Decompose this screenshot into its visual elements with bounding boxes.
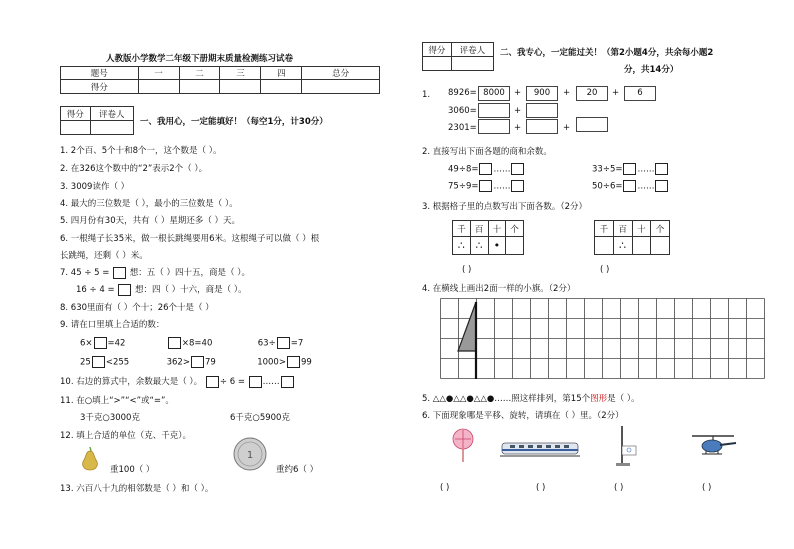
answer-box[interactable]: [249, 376, 262, 388]
abacus-b-answer[interactable]: ( ): [600, 265, 610, 275]
plus-sign: +: [514, 123, 522, 133]
score-cell[interactable]: [179, 80, 220, 94]
s2-q1-label: 1.: [422, 90, 431, 100]
q9-text: 25: [80, 357, 91, 368]
question-8: 8. 630里面有（ ）个十；26个十是（ ）: [60, 303, 214, 313]
answer-box[interactable]: [479, 180, 492, 192]
q6-answer[interactable]: ( ): [614, 483, 624, 493]
question-7b: [76, 283, 247, 296]
q2-item: [592, 180, 669, 192]
q9-text: 362>: [166, 357, 190, 368]
section1-title: 一、我用心，一定能填好！（每空1分，计30分）: [140, 117, 328, 127]
q9-text: 6×: [80, 338, 93, 349]
abacus-header: 十: [488, 221, 506, 237]
q6-answer[interactable]: ( ): [536, 483, 546, 493]
question-6: 6. 一根绳子长35米，做一根长跳绳要用6米。这根绳子可以做（ ）根: [60, 234, 320, 244]
flag-grid[interactable]: [440, 298, 776, 380]
q9-text: ×8=40: [181, 338, 213, 349]
q9-text: 1000>: [257, 357, 286, 368]
question-11: 11. 在○填上“>”“<”或“=”。: [60, 396, 174, 406]
q5-text: 是（ ）。: [607, 394, 640, 404]
q12-item-a: 重100（ ）: [110, 465, 155, 475]
grader-label: 评卷人: [451, 43, 493, 57]
abacus-dots: ∴: [453, 237, 471, 255]
q2-dots: ……: [637, 181, 655, 192]
s2-question-6: 6. 下面现象哪是平移、旋转，请填在（ ）里。（2分）: [422, 411, 624, 421]
abacus-header: 百: [613, 221, 632, 237]
pinwheel-image: [450, 427, 476, 463]
page-title: 人教版小学数学二年级下册期末质量检测练习试卷: [106, 54, 294, 64]
q2-dots: ……: [493, 164, 511, 175]
q2-expr: 33÷5=: [592, 164, 623, 175]
q10-text: 10. 右边的算式中，余数最大是（ ）。: [60, 377, 203, 387]
q10-expr: ÷ 6 =: [219, 377, 245, 387]
answer-box[interactable]: [479, 163, 492, 175]
abacus-header: 千: [595, 221, 614, 237]
plus-sign: +: [514, 88, 522, 98]
svg-text:1: 1: [246, 450, 254, 461]
score-header: 四: [261, 67, 302, 80]
answer-box[interactable]: [94, 337, 107, 349]
plus-sign: +: [563, 123, 571, 133]
score-header: 总分: [302, 67, 380, 80]
q9-text: 79: [204, 357, 216, 368]
q9-text: 63÷: [257, 338, 276, 349]
expanded-input[interactable]: [526, 103, 558, 118]
section2-title: 二、我专心，一定能过关！（第2小题4分，共余每小题2: [500, 48, 714, 58]
question-3: 3. 3009读作（ ）: [60, 182, 130, 192]
answer-box[interactable]: [281, 376, 294, 388]
q12-item-b: 重约6（ ）: [276, 465, 319, 475]
flag-shape: [458, 302, 476, 351]
q5-highlight: 图形: [590, 394, 608, 404]
abacus-header: 百: [470, 221, 488, 237]
plus-sign: +: [563, 88, 571, 98]
expanded-input[interactable]: 8000: [478, 86, 510, 101]
abacus-header: 千: [453, 221, 471, 237]
answer-box[interactable]: [655, 163, 668, 175]
q7a-expr: 7. 45 ÷ 5 =: [60, 268, 110, 278]
abacus-header: 十: [632, 221, 651, 237]
grader-name-cell[interactable]: [90, 121, 133, 135]
q2-item: [448, 180, 525, 192]
question-4: 4. 最大的三位数是（ ），最小的三位数是（ ）。: [60, 199, 238, 209]
q11-item-b: 6千克○5900克: [230, 413, 290, 423]
q9-text: <255: [105, 357, 130, 368]
helicopter-image: [690, 432, 740, 462]
expanded-input[interactable]: [526, 119, 558, 134]
score-cell[interactable]: [138, 80, 179, 94]
answer-box[interactable]: [92, 356, 105, 368]
question-7a: [60, 266, 250, 279]
q5-text: 5. △△●△△●△△●……照这样排列，第15个: [422, 394, 591, 404]
answer-box[interactable]: [511, 180, 524, 192]
q9-row-1: [80, 337, 303, 349]
abacus-dots: [651, 237, 670, 255]
q2-dots: ……: [637, 164, 655, 175]
q9-text: =7: [290, 338, 304, 349]
expanded-input[interactable]: 6: [624, 86, 656, 101]
score-cell[interactable]: [261, 80, 302, 94]
pear-image: [78, 445, 102, 474]
expanded-input[interactable]: [576, 117, 608, 132]
abacus-dots: [506, 237, 524, 255]
q6-answer[interactable]: ( ): [440, 483, 450, 493]
question-10: [60, 375, 295, 388]
s2-q1-row2-lhs: 3060=: [448, 106, 477, 116]
abacus-grid-a: [452, 220, 524, 255]
s2-question-2: 2. 直接写出下面各题的商和余数。: [422, 147, 552, 157]
score-table: [60, 66, 380, 94]
abacus-grid-b: [594, 220, 670, 255]
answer-box[interactable]: [113, 267, 126, 279]
grader-box-1: [60, 106, 134, 135]
score-header: 二: [179, 67, 220, 80]
q9-text: =42: [107, 338, 126, 349]
score-cell[interactable]: [220, 80, 261, 94]
abacus-dots: [595, 237, 614, 255]
abacus-dots: ∴: [470, 237, 488, 255]
score-row-label: 得分: [61, 80, 139, 94]
abacus-dots: •: [488, 237, 506, 255]
abacus-header: 个: [651, 221, 670, 237]
question-9: 9. 请在口里填上合适的数：: [60, 320, 165, 330]
answer-box[interactable]: [168, 337, 181, 349]
s2-question-3: 3. 根据格子里的点数写出下面各数。（2分）: [422, 202, 587, 212]
q2-expr: 75÷9=: [448, 181, 479, 192]
q9-text: 99: [300, 357, 312, 368]
answer-box[interactable]: [277, 337, 290, 349]
s2-q1-row1-lhs: 8926=: [448, 88, 477, 98]
expanded-input[interactable]: [478, 103, 510, 118]
q7a-hint: 想：五（ ）四十五，商是（ ）。: [129, 268, 250, 278]
grader-score-cell[interactable]: [61, 121, 91, 135]
score-header: 一: [138, 67, 179, 80]
abacus-a-answer[interactable]: ( ): [462, 265, 472, 275]
abacus-dots: ∴: [613, 237, 632, 255]
plus-sign: +: [612, 88, 620, 98]
answer-box[interactable]: [511, 163, 524, 175]
score-cell[interactable]: [302, 80, 380, 94]
q2-expr: 49÷8=: [448, 164, 479, 175]
flagpole-image: [612, 424, 642, 466]
answer-box[interactable]: [118, 284, 131, 296]
abacus-dots: [632, 237, 651, 255]
plus-sign: +: [514, 106, 522, 116]
q7b-expr: 16 ÷ 4 =: [76, 285, 115, 295]
q2-item: [592, 163, 669, 175]
q11-item-a: 3千克○3000克: [80, 413, 140, 423]
score-header: 题号: [61, 67, 139, 80]
s2-question-5: [422, 392, 640, 404]
q7b-hint: 想：四（ ）十六，商是（ ）。: [134, 285, 247, 295]
grader-label: 评卷人: [90, 107, 133, 121]
q6-answer[interactable]: ( ): [702, 483, 712, 493]
grader-name-cell[interactable]: [451, 57, 493, 71]
question-12: 12. 填上合适的单位（克、千克）。: [60, 431, 191, 441]
s2-question-4: 4. 在横线上画出2面一样的小旗。（2分）: [422, 284, 576, 294]
question-5: 5. 四月份有30天，共有（ ）星期还多（ ）天。: [60, 216, 241, 226]
grader-score-cell[interactable]: [423, 57, 452, 71]
q2-dots: ……: [493, 181, 511, 192]
q9-row-2: [80, 356, 312, 368]
answer-box[interactable]: [655, 180, 668, 192]
answer-box[interactable]: [623, 163, 636, 175]
expanded-input[interactable]: 20: [576, 86, 608, 101]
q10-dots: ……: [262, 377, 280, 387]
answer-box[interactable]: [191, 356, 204, 368]
s2-q1-row3-lhs: 2301=: [448, 123, 477, 133]
section2-title-cont: 分，共14分）: [624, 65, 679, 75]
answer-box[interactable]: [287, 356, 300, 368]
answer-box[interactable]: [206, 376, 219, 388]
question-6-cont: 长跳绳，还剩（ ）米。: [60, 251, 148, 261]
question-1: 1. 2个百、5个十和8个一，这个数是（ ）。: [60, 146, 222, 156]
question-13: 13. 六百八十九的相邻数是（ ）和（ ）。: [60, 484, 214, 494]
q2-item: [448, 163, 525, 175]
expanded-input[interactable]: [478, 119, 510, 134]
coin-image: [232, 436, 268, 475]
train-image: [500, 440, 580, 458]
grader-score-label: 得分: [61, 107, 91, 121]
expanded-input[interactable]: 900: [526, 86, 558, 101]
answer-box[interactable]: [623, 180, 636, 192]
score-header: 三: [220, 67, 261, 80]
abacus-header: 个: [506, 221, 524, 237]
q2-expr: 50÷6=: [592, 181, 623, 192]
grader-score-label: 得分: [423, 43, 452, 57]
grader-box-2: [422, 42, 494, 71]
question-2: 2. 在326这个数中的“2”表示2个（ ）。: [60, 164, 208, 174]
